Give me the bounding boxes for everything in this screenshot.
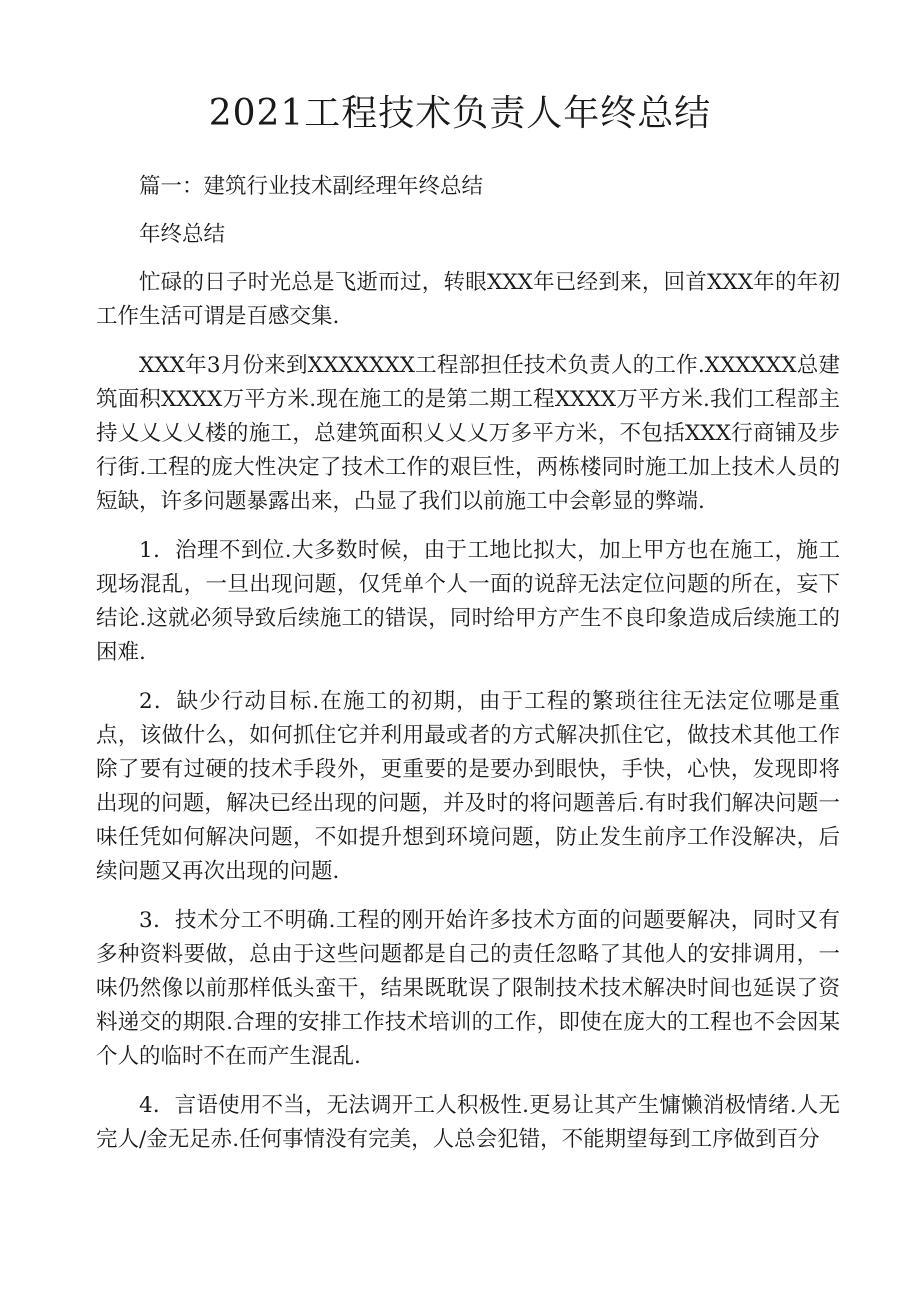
document-title: 2021工程技术负责人年终总结 [208, 93, 712, 134]
section-heading: 篇一：建筑行业技术副经理年终总结 [139, 174, 484, 199]
subheading: 年终总结 [139, 222, 226, 247]
paragraph-item-3: 3．技术分工不明确.工程的刚开始许多技术方面的问题要解决，同时又有多种资料要做，总由于这些问题都是自己的责任忽略了其他人的安排调用，一味仍然像以前那样低头蛮干，结果既耽误了限制技术技术解决时间也延误了资料递交的期限.合理的安排工作技术培训的工作，即使在庞大的工程也不会因某个人的临时不在而产生混乱. [96, 908, 840, 1069]
paragraph-background: XXX年3月份来到XXXXXXX工程部担任技术负责人的工作.XXXXXX总建筑面积XXXX万平方米.现在施工的是第二期工程XXXX万平方米.我们工程部主持乂乂乂乂楼的施工，总建筑面积乂乂乂万多平方米，不包括XXX行商铺及步行街.工程的庞大性决定了技术工作的艰巨性，两栋楼同时施工加上技术人员的短缺，许多问题暴露出来，凸显了我们以前施工中会彰显的弊端. [96, 353, 840, 514]
paragraph-intro: 忙碌的日子时光总是飞逝而过，转眼XXX年已经到来，回首XXX年的年初工作生活可谓是百感交集. [96, 270, 840, 329]
document-body [96, 170, 840, 1172]
paragraph-item-2: 2．缺少行动目标.在施工的初期，由于工程的繁琐往往无法定位哪是重点，该做什么，如何抓住它并利用最或者的方式解决抓住它，做技术其他工作除了要有过硬的技术手段外，更重要的是要办到眼快，手快，心快，发现即将出现的问题，解决已经出现的问题，并及时的将问题善后.有时我们解决问题一味任凭如何解决问题，不如提升想到环境问题，防止发生前序工作没解决，后续问题又再次出现的问题. [96, 689, 840, 884]
paragraph-item-4: 4．言语使用不当，无法调开工人积极性.更易让其产生慵懒消极情绪.人无完人/金无足赤.任何事情没有完美，人总会犯错，不能期望每到工序做到百分 [96, 1093, 840, 1152]
paragraph-item-1: 1．治理不到位.大多数时候，由于工地比拟大，加上甲方也在施工，施工现场混乱，一旦出现问题，仅凭单个人一面的说辞无法定位问题的所在，妄下结论.这就必须导致后续施工的错误，同时给甲方产生不良印象造成后续施工的困难. [96, 538, 840, 665]
